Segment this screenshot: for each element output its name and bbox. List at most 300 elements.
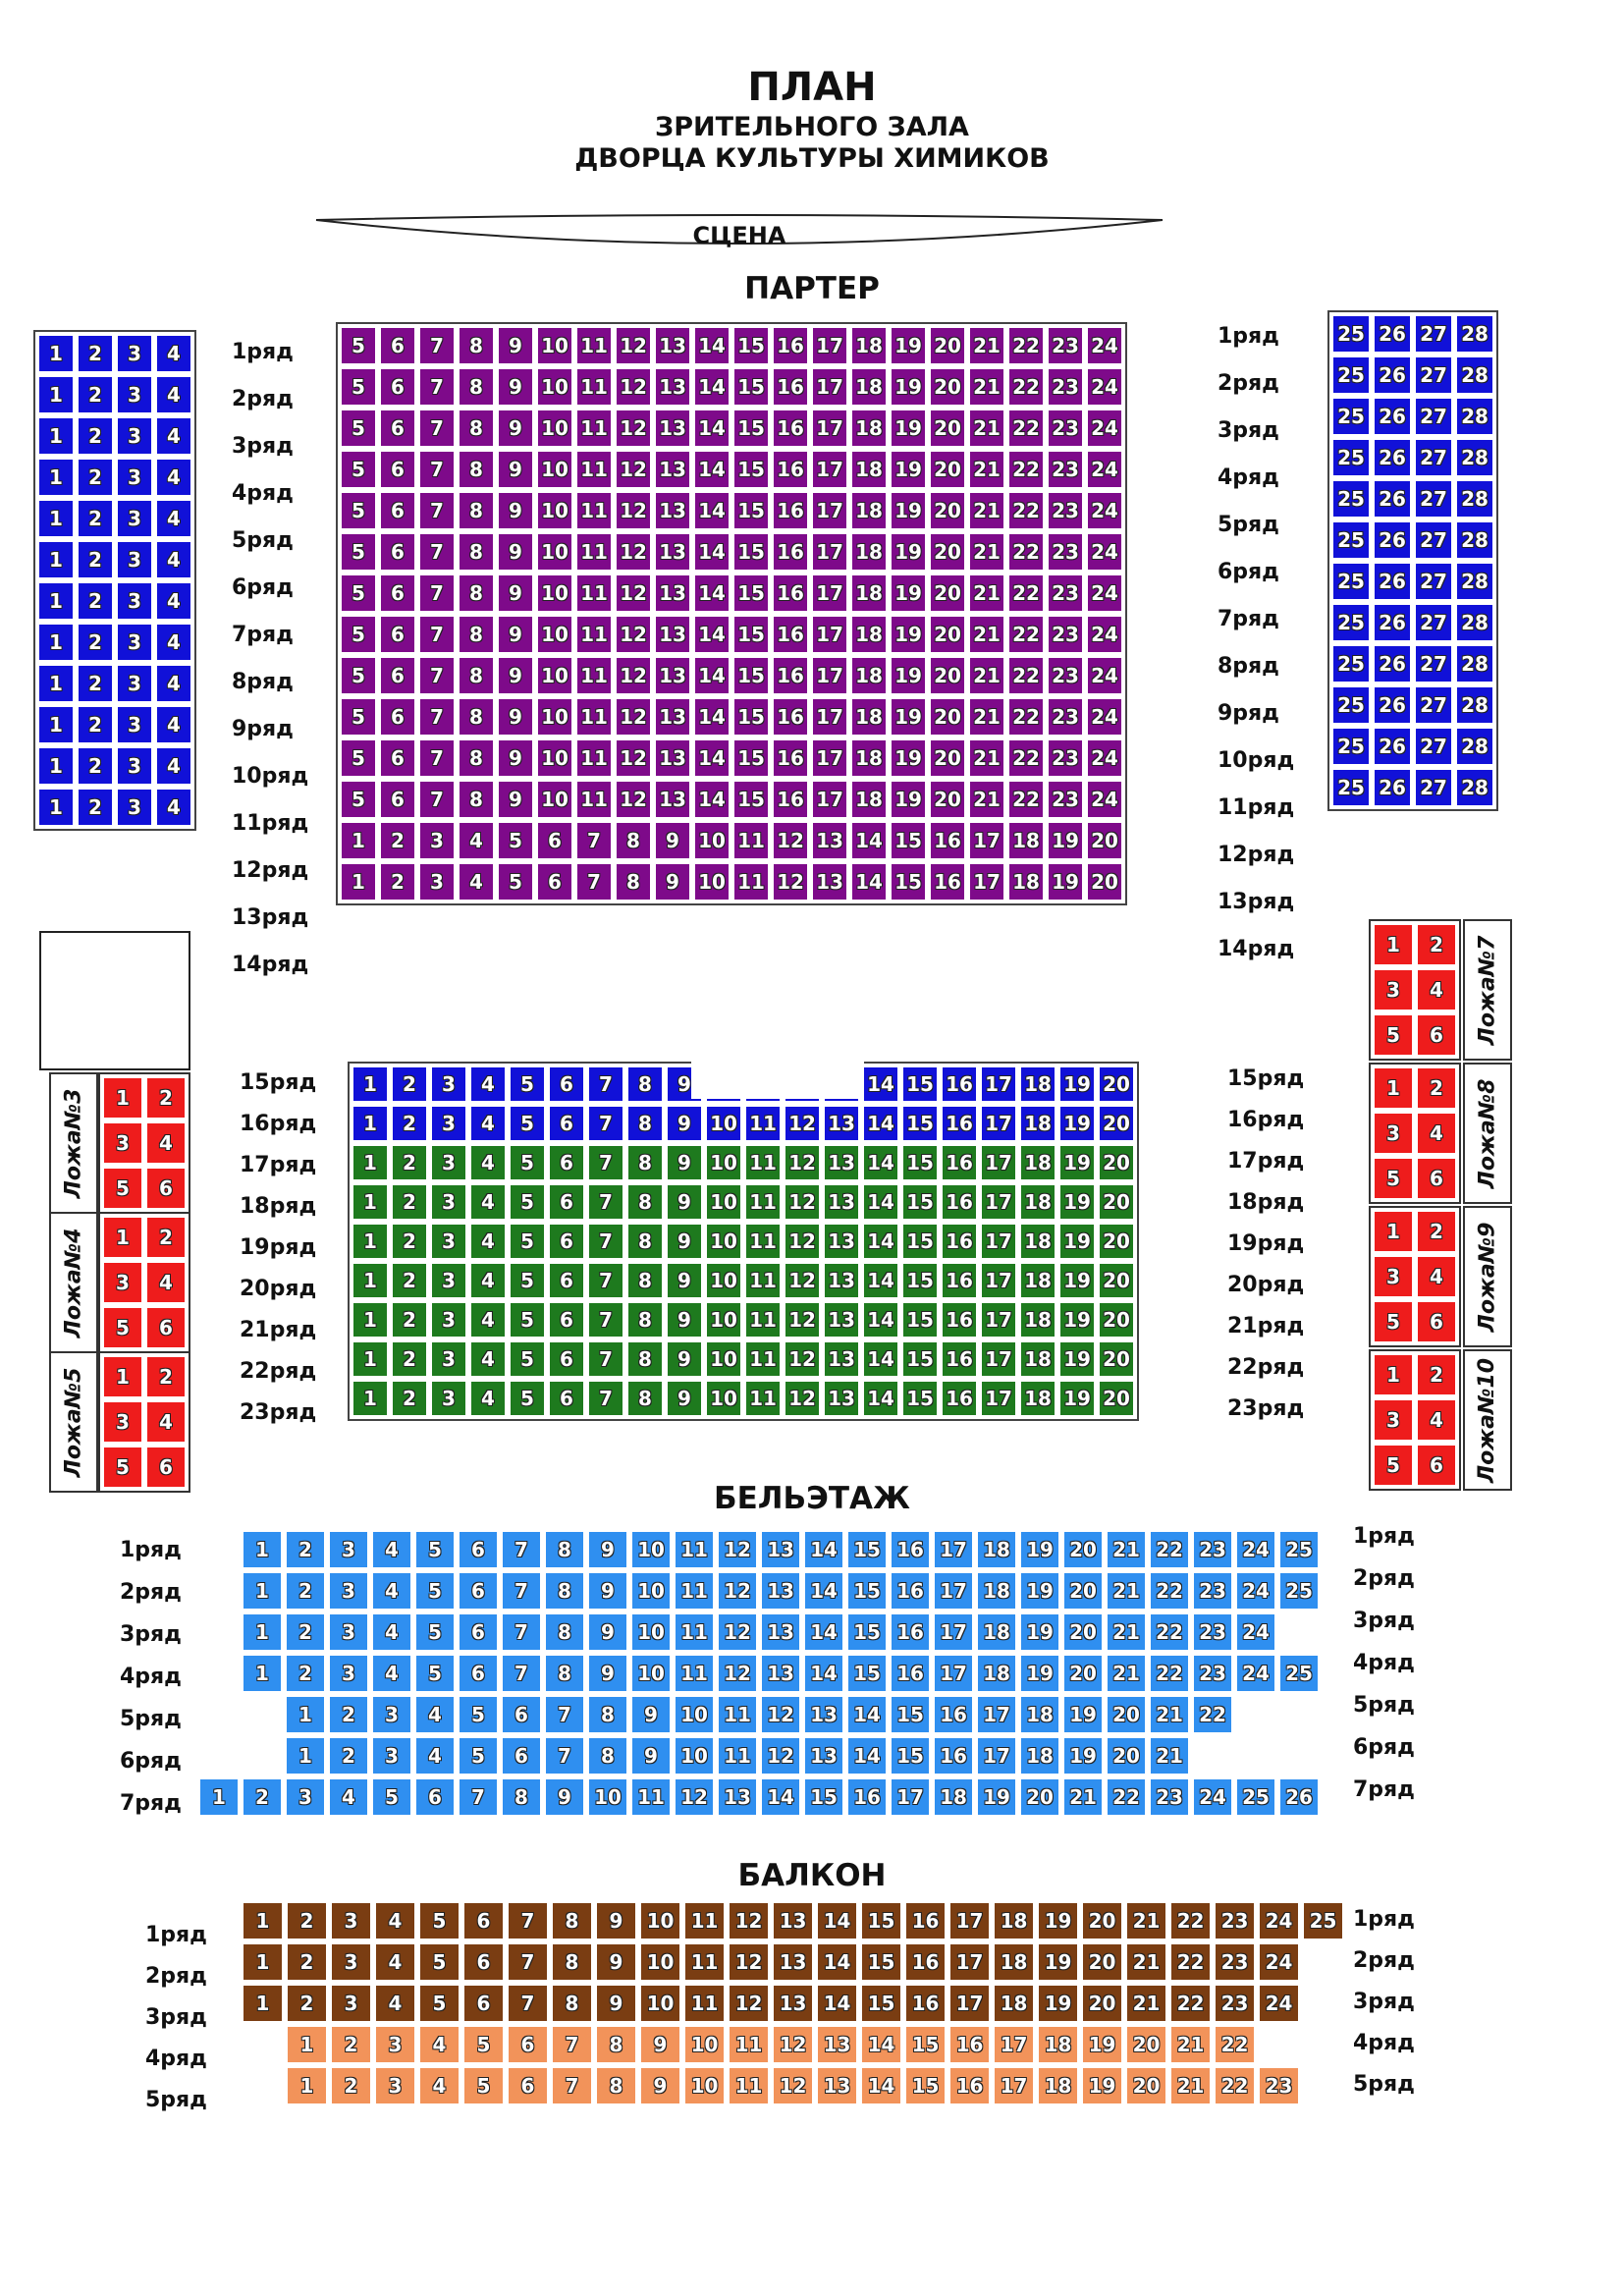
seat[interactable]: 10	[587, 1777, 628, 1817]
seat[interactable]: 1	[1373, 1353, 1414, 1396]
seat[interactable]: 3	[330, 1984, 372, 2023]
seat[interactable]: 16	[772, 697, 809, 737]
seat[interactable]: 11	[674, 1530, 715, 1569]
seat[interactable]: 20	[1098, 1340, 1135, 1378]
seat[interactable]: 18	[850, 326, 888, 365]
seat[interactable]: 19	[890, 367, 927, 407]
seat[interactable]: 1	[1373, 1066, 1414, 1110]
seat[interactable]: 4	[155, 540, 192, 579]
seat[interactable]: 4	[414, 1695, 456, 1734]
seat[interactable]: 27	[1414, 727, 1453, 766]
seat[interactable]: 12	[772, 2066, 814, 2105]
seat[interactable]: 11	[744, 1183, 782, 1221]
seat[interactable]: 24	[1086, 491, 1123, 530]
seat[interactable]: 1	[37, 334, 75, 373]
seat[interactable]: 19	[1081, 2066, 1123, 2105]
seat[interactable]: 25	[1331, 397, 1371, 436]
seat[interactable]: 12	[728, 1984, 770, 2023]
seat[interactable]: 2	[391, 1340, 428, 1378]
seat[interactable]: 20	[1098, 1380, 1135, 1417]
seat[interactable]: 12	[615, 615, 652, 654]
seat[interactable]: 20	[1081, 1984, 1123, 2023]
seat[interactable]: 18	[1037, 2025, 1079, 2064]
seat[interactable]: 27	[1414, 438, 1453, 477]
seat[interactable]: 1	[242, 1654, 283, 1693]
seat[interactable]: 13	[823, 1223, 860, 1260]
seat[interactable]: 15	[732, 780, 770, 819]
seat[interactable]: 21	[1106, 1571, 1147, 1611]
seat[interactable]: 23	[1192, 1654, 1233, 1693]
seat[interactable]: 10	[536, 409, 573, 448]
seat[interactable]: 21	[968, 615, 1005, 654]
seat[interactable]: 4	[418, 2025, 460, 2064]
seat[interactable]: 16	[772, 491, 809, 530]
seat[interactable]: 15	[732, 615, 770, 654]
seat[interactable]: 1	[37, 581, 75, 621]
seat[interactable]: 1	[352, 1340, 389, 1378]
seat[interactable]: 26	[1373, 727, 1412, 766]
seat[interactable]: 17	[811, 450, 848, 489]
seat[interactable]: 14	[693, 656, 731, 695]
seat[interactable]: 19	[1062, 1736, 1104, 1775]
seat[interactable]: 26	[1373, 479, 1412, 519]
seat[interactable]: 23	[1214, 1984, 1256, 2023]
seat[interactable]: 1	[37, 664, 75, 703]
seat[interactable]: 14	[693, 697, 731, 737]
seat[interactable]: 2	[391, 1301, 428, 1338]
seat[interactable]: 23	[1258, 2066, 1300, 2105]
seat[interactable]: 20	[1098, 1301, 1135, 1338]
seat[interactable]: 21	[1149, 1695, 1190, 1734]
seat[interactable]: 28	[1455, 314, 1494, 354]
seat[interactable]: 16	[772, 615, 809, 654]
seat[interactable]: 20	[929, 738, 966, 778]
seat[interactable]: 9	[497, 450, 534, 489]
seat[interactable]: 6	[536, 862, 573, 901]
seat[interactable]: 25	[1235, 1777, 1276, 1817]
seat[interactable]: 9	[654, 862, 691, 901]
seat[interactable]: 11	[575, 697, 613, 737]
seat[interactable]: 20	[1098, 1223, 1135, 1260]
seat[interactable]: 13	[654, 738, 691, 778]
seat[interactable]: 18	[850, 738, 888, 778]
seat[interactable]: 15	[732, 532, 770, 572]
seat[interactable]: 8	[458, 491, 495, 530]
seat[interactable]: 16	[904, 1901, 947, 1940]
seat[interactable]: 6	[145, 1306, 187, 1349]
seat[interactable]: 22	[1149, 1530, 1190, 1569]
seat[interactable]: 1	[242, 1612, 283, 1652]
seat[interactable]: 21	[968, 367, 1005, 407]
seat[interactable]: 9	[666, 1301, 703, 1338]
seat[interactable]: 16	[941, 1183, 978, 1221]
seat[interactable]: 15	[901, 1144, 939, 1181]
seat[interactable]: 4	[371, 1530, 412, 1569]
seat[interactable]: 7	[587, 1223, 624, 1260]
seat[interactable]: 2	[145, 1076, 187, 1120]
seat[interactable]: 21	[1106, 1530, 1147, 1569]
seat[interactable]: 11	[732, 821, 770, 860]
seat[interactable]: 13	[654, 574, 691, 613]
seat[interactable]: 13	[772, 1901, 814, 1940]
seat[interactable]: 16	[772, 326, 809, 365]
seat[interactable]: 9	[639, 2025, 681, 2064]
seat[interactable]: 6	[379, 738, 416, 778]
seat[interactable]: 23	[1047, 367, 1084, 407]
seat[interactable]: 10	[674, 1736, 715, 1775]
seat[interactable]: 14	[860, 2025, 902, 2064]
seat[interactable]: 5	[102, 1306, 143, 1349]
seat[interactable]: 22	[1149, 1571, 1190, 1611]
seat[interactable]: 1	[102, 1216, 143, 1259]
seat[interactable]: 6	[1416, 1157, 1457, 1200]
seat[interactable]: 20	[1106, 1736, 1147, 1775]
seat[interactable]: 7	[418, 367, 456, 407]
seat[interactable]: 16	[904, 1984, 947, 2023]
seat[interactable]: 18	[1037, 2066, 1079, 2105]
seat[interactable]: 1	[285, 1736, 326, 1775]
seat[interactable]: 14	[846, 1736, 888, 1775]
seat[interactable]: 19	[1058, 1262, 1096, 1299]
seat[interactable]: 16	[941, 1301, 978, 1338]
seat[interactable]: 12	[717, 1612, 758, 1652]
seat[interactable]: 8	[458, 367, 495, 407]
seat[interactable]: 12	[615, 409, 652, 448]
seat[interactable]: 5	[414, 1654, 456, 1693]
seat[interactable]: 3	[116, 375, 153, 414]
seat[interactable]: 17	[976, 1736, 1017, 1775]
seat[interactable]: 7	[587, 1301, 624, 1338]
seat[interactable]: 3	[328, 1530, 369, 1569]
seat[interactable]: 18	[850, 615, 888, 654]
seat[interactable]: 22	[1214, 2066, 1256, 2105]
seat[interactable]: 27	[1414, 644, 1453, 683]
seat[interactable]: 9	[497, 738, 534, 778]
seat[interactable]: 11	[683, 1901, 726, 1940]
seat[interactable]: 7	[418, 780, 456, 819]
seat[interactable]: 19	[890, 738, 927, 778]
seat[interactable]: 8	[458, 450, 495, 489]
seat[interactable]: 8	[626, 1105, 664, 1142]
seat[interactable]: 19	[1019, 1612, 1060, 1652]
seat[interactable]: 9	[630, 1736, 672, 1775]
seat[interactable]: 3	[430, 1105, 467, 1142]
seat[interactable]: 6	[379, 780, 416, 819]
seat[interactable]: 22	[1214, 2025, 1256, 2064]
seat[interactable]: 6	[458, 1612, 499, 1652]
seat[interactable]: 10	[536, 326, 573, 365]
seat[interactable]: 5	[509, 1380, 546, 1417]
seat[interactable]: 8	[587, 1736, 628, 1775]
seat[interactable]: 16	[933, 1736, 974, 1775]
seat[interactable]: 4	[1416, 1112, 1457, 1155]
seat[interactable]: 21	[968, 697, 1005, 737]
seat[interactable]: 6	[379, 491, 416, 530]
seat[interactable]: 11	[744, 1340, 782, 1378]
seat[interactable]: 20	[1062, 1571, 1104, 1611]
seat[interactable]: 23	[1047, 615, 1084, 654]
seat[interactable]: 27	[1414, 314, 1453, 354]
seat[interactable]: 3	[116, 334, 153, 373]
seat[interactable]: 6	[548, 1223, 585, 1260]
seat[interactable]: 3	[116, 540, 153, 579]
seat[interactable]: 8	[626, 1183, 664, 1221]
seat[interactable]: 11	[717, 1736, 758, 1775]
seat[interactable]: 23	[1047, 574, 1084, 613]
seat[interactable]: 16	[941, 1262, 978, 1299]
seat[interactable]: 14	[860, 2066, 902, 2105]
seat[interactable]: 21	[1106, 1612, 1147, 1652]
seat[interactable]: 12	[784, 1183, 821, 1221]
seat[interactable]: 13	[760, 1654, 801, 1693]
seat[interactable]: 3	[430, 1183, 467, 1221]
seat[interactable]: 13	[811, 821, 848, 860]
seat[interactable]: 15	[860, 1984, 902, 2023]
seat[interactable]: 22	[1007, 491, 1045, 530]
seat[interactable]: 23	[1047, 738, 1084, 778]
seat[interactable]: 24	[1235, 1571, 1276, 1611]
seat[interactable]: 3	[371, 1736, 412, 1775]
seat[interactable]: 23	[1047, 656, 1084, 695]
seat[interactable]: 2	[77, 746, 114, 786]
seat[interactable]: 8	[626, 1301, 664, 1338]
seat[interactable]: 9	[630, 1695, 672, 1734]
seat[interactable]: 2	[77, 788, 114, 827]
seat[interactable]: 8	[626, 1065, 664, 1103]
seat[interactable]: 10	[536, 574, 573, 613]
seat[interactable]: 18	[1019, 1301, 1056, 1338]
seat[interactable]: 12	[615, 367, 652, 407]
seat[interactable]: 6	[462, 1942, 505, 1982]
seat[interactable]: 21	[968, 780, 1005, 819]
seat[interactable]: 17	[993, 2025, 1035, 2064]
seat[interactable]: 10	[639, 1984, 681, 2023]
seat[interactable]: 11	[575, 738, 613, 778]
seat[interactable]: 5	[102, 1167, 143, 1210]
seat[interactable]: 20	[929, 367, 966, 407]
seat[interactable]: 2	[77, 375, 114, 414]
seat[interactable]: 14	[862, 1262, 899, 1299]
seat[interactable]: 27	[1414, 768, 1453, 807]
seat[interactable]: 1	[1373, 923, 1414, 966]
seat[interactable]: 9	[544, 1777, 585, 1817]
seat[interactable]: 12	[760, 1695, 801, 1734]
seat[interactable]: 17	[948, 1942, 991, 1982]
seat[interactable]: 12	[717, 1571, 758, 1611]
seat[interactable]: 2	[1416, 923, 1457, 966]
seat[interactable]: 9	[587, 1612, 628, 1652]
seat[interactable]: 9	[587, 1530, 628, 1569]
seat[interactable]: 15	[901, 1340, 939, 1378]
seat[interactable]: 4	[155, 334, 192, 373]
seat[interactable]: 24	[1258, 1901, 1300, 1940]
seat[interactable]: 15	[846, 1654, 888, 1693]
seat[interactable]: 8	[544, 1530, 585, 1569]
seat[interactable]: 3	[116, 664, 153, 703]
seat[interactable]: 19	[1037, 1984, 1079, 2023]
seat[interactable]: 26	[1373, 644, 1412, 683]
seat[interactable]: 14	[862, 1105, 899, 1142]
seat[interactable]: 6	[379, 326, 416, 365]
seat[interactable]: 17	[811, 738, 848, 778]
seat[interactable]: 19	[890, 574, 927, 613]
seat[interactable]: 7	[507, 1901, 549, 1940]
seat[interactable]: 5	[1373, 1013, 1414, 1057]
seat[interactable]: 2	[286, 1984, 328, 2023]
seat[interactable]: 2	[328, 1736, 369, 1775]
seat[interactable]: 6	[458, 1530, 499, 1569]
seat[interactable]: 6	[379, 532, 416, 572]
seat[interactable]: 13	[803, 1695, 844, 1734]
seat[interactable]: 3	[430, 1262, 467, 1299]
seat[interactable]: 4	[145, 1400, 187, 1444]
seat[interactable]: 9	[497, 409, 534, 448]
seat[interactable]: 12	[784, 1380, 821, 1417]
seat[interactable]: 4	[1416, 1255, 1457, 1298]
seat[interactable]: 4	[1416, 968, 1457, 1011]
seat[interactable]: 11	[717, 1695, 758, 1734]
seat[interactable]: 28	[1455, 520, 1494, 560]
seat[interactable]: 1	[242, 1530, 283, 1569]
seat[interactable]: 9	[666, 1340, 703, 1378]
seat[interactable]: 4	[155, 499, 192, 538]
seat[interactable]: 19	[890, 615, 927, 654]
seat[interactable]: 9	[666, 1262, 703, 1299]
seat[interactable]: 3	[102, 1261, 143, 1304]
seat[interactable]: 2	[1416, 1066, 1457, 1110]
seat[interactable]: 4	[374, 1984, 416, 2023]
seat[interactable]: 3	[116, 581, 153, 621]
seat[interactable]: 15	[901, 1065, 939, 1103]
seat[interactable]: 1	[37, 458, 75, 497]
seat[interactable]: 11	[744, 1144, 782, 1181]
seat[interactable]: 26	[1373, 397, 1412, 436]
seat[interactable]: 13	[760, 1612, 801, 1652]
seat[interactable]: 12	[784, 1223, 821, 1260]
seat[interactable]: 23	[1192, 1612, 1233, 1652]
seat[interactable]: 6	[548, 1183, 585, 1221]
seat[interactable]: 3	[116, 705, 153, 744]
seat[interactable]: 14	[760, 1777, 801, 1817]
seat[interactable]: 16	[772, 409, 809, 448]
seat[interactable]: 22	[1149, 1654, 1190, 1693]
seat[interactable]: 4	[145, 1261, 187, 1304]
seat[interactable]: 14	[693, 574, 731, 613]
seat[interactable]: 20	[929, 780, 966, 819]
seat[interactable]: 19	[1019, 1654, 1060, 1693]
seat[interactable]: 5	[497, 821, 534, 860]
seat[interactable]: 16	[772, 656, 809, 695]
seat[interactable]: 24	[1235, 1654, 1276, 1693]
seat[interactable]: 28	[1455, 397, 1494, 436]
seat[interactable]: 4	[155, 664, 192, 703]
seat[interactable]: 6	[548, 1105, 585, 1142]
seat[interactable]: 17	[890, 1777, 931, 1817]
seat[interactable]: 26	[1373, 314, 1412, 354]
seat[interactable]: 6	[507, 2025, 549, 2064]
seat[interactable]: 25	[1278, 1530, 1320, 1569]
seat[interactable]: 1	[352, 1105, 389, 1142]
seat[interactable]: 6	[501, 1695, 542, 1734]
seat[interactable]: 15	[890, 1736, 931, 1775]
seat[interactable]: 2	[391, 1144, 428, 1181]
seat[interactable]: 24	[1086, 656, 1123, 695]
seat[interactable]: 10	[705, 1105, 742, 1142]
seat[interactable]: 14	[693, 738, 731, 778]
seat[interactable]: 9	[497, 656, 534, 695]
seat[interactable]: 14	[816, 1984, 858, 2023]
seat[interactable]: 26	[1373, 768, 1412, 807]
seat[interactable]: 3	[418, 862, 456, 901]
seat[interactable]: 7	[501, 1530, 542, 1569]
seat[interactable]: 2	[391, 1262, 428, 1299]
seat[interactable]: 25	[1331, 355, 1371, 395]
seat[interactable]: 2	[285, 1530, 326, 1569]
seat[interactable]: 10	[705, 1144, 742, 1181]
seat[interactable]: 17	[968, 862, 1005, 901]
seat[interactable]: 11	[683, 1984, 726, 2023]
seat[interactable]: 14	[816, 1942, 858, 1982]
seat[interactable]: 11	[575, 574, 613, 613]
seat[interactable]: 1	[352, 1301, 389, 1338]
seat[interactable]: 14	[850, 821, 888, 860]
seat[interactable]: 17	[980, 1262, 1017, 1299]
seat[interactable]: 4	[145, 1121, 187, 1165]
seat[interactable]: 1	[242, 1901, 284, 1940]
seat[interactable]: 18	[933, 1777, 974, 1817]
seat[interactable]: 2	[286, 1942, 328, 1982]
seat[interactable]: 15	[732, 326, 770, 365]
seat[interactable]: 2	[77, 664, 114, 703]
seat[interactable]: 9	[497, 780, 534, 819]
seat[interactable]: 14	[803, 1530, 844, 1569]
seat[interactable]: 27	[1414, 562, 1453, 601]
seat[interactable]: 5	[102, 1446, 143, 1489]
seat[interactable]: 12	[772, 862, 809, 901]
seat[interactable]: 8	[458, 326, 495, 365]
seat[interactable]: 10	[630, 1571, 672, 1611]
seat[interactable]: 4	[469, 1183, 507, 1221]
seat[interactable]: 16	[904, 1942, 947, 1982]
seat[interactable]: 15	[846, 1612, 888, 1652]
seat[interactable]: 18	[1019, 1183, 1056, 1221]
seat[interactable]: 22	[1169, 1942, 1212, 1982]
seat[interactable]: 5	[340, 780, 377, 819]
seat[interactable]: 27	[1414, 355, 1453, 395]
seat[interactable]: 5	[509, 1301, 546, 1338]
seat[interactable]: 19	[1058, 1340, 1096, 1378]
seat[interactable]: 17	[948, 1901, 991, 1940]
seat[interactable]: 1	[286, 2066, 328, 2105]
seat[interactable]: 9	[666, 1183, 703, 1221]
seat[interactable]: 13	[823, 1183, 860, 1221]
seat[interactable]: 14	[862, 1144, 899, 1181]
seat[interactable]: 3	[430, 1380, 467, 1417]
seat[interactable]: 18	[1019, 1695, 1060, 1734]
seat[interactable]: 2	[77, 540, 114, 579]
seat[interactable]: 17	[933, 1571, 974, 1611]
seat[interactable]: 7	[418, 409, 456, 448]
seat[interactable]: 2	[330, 2025, 372, 2064]
seat[interactable]: 7	[418, 615, 456, 654]
seat[interactable]: 15	[732, 367, 770, 407]
seat[interactable]: 12	[784, 1105, 821, 1142]
seat[interactable]: 11	[575, 409, 613, 448]
seat[interactable]: 18	[850, 491, 888, 530]
seat[interactable]: 22	[1106, 1777, 1147, 1817]
seat[interactable]: 12	[615, 532, 652, 572]
seat[interactable]: 6	[379, 697, 416, 737]
